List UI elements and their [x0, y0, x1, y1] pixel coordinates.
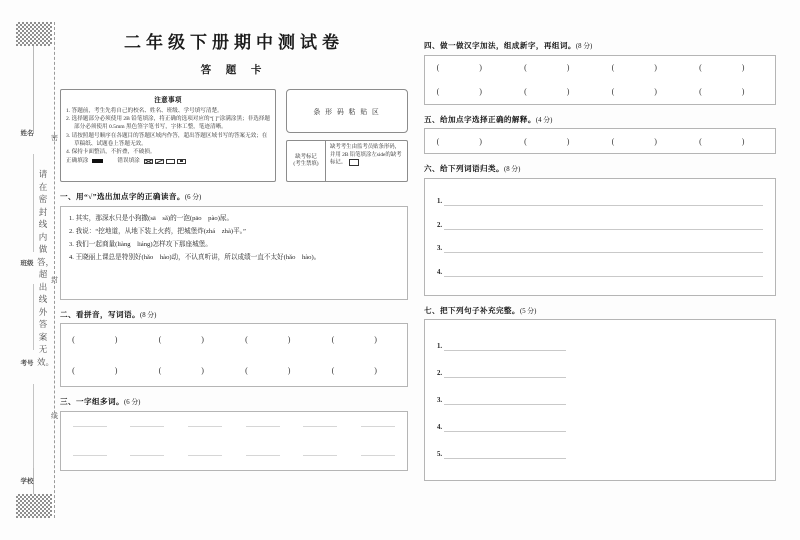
answer-rule — [444, 228, 763, 230]
section-4-heading: 四、做一做汉字加法，组成新字，再组词。(8 分) — [424, 41, 593, 50]
section-6-heading: 六、给下列词语归类。(8 分) — [424, 164, 521, 173]
section-6-line-list — [437, 191, 763, 285]
empty-mark-icon — [166, 159, 175, 164]
section-1-question-list — [69, 213, 399, 264]
answer-blank-cell[interactable] — [292, 412, 350, 441]
field-label-name: 姓名 — [20, 130, 34, 137]
notice-item: 3. 请按照题号顺序在各题目的答题区域内作答，超出答题区域书写的答案无效；在草稿纸、试题卷上答题无效。 — [66, 132, 268, 147]
answer-paren-cell[interactable]: ( ) — [158, 366, 223, 375]
numbered-answer-line[interactable]: 4. — [437, 269, 763, 277]
right-column — [424, 18, 776, 481]
sealing-line-margin — [8, 8, 60, 532]
wrong-fill-label: 错误填涂 — [117, 158, 140, 165]
correct-fill-label: 正确填涂 — [66, 158, 89, 165]
blank-line — [246, 425, 280, 427]
section-7-line-list — [437, 334, 763, 468]
barcode-column — [286, 89, 408, 182]
absent-mark-label — [287, 141, 326, 181]
section-1-heading: 一、用“√”选出加点字的正确读音。(6 分) — [60, 192, 202, 201]
notice-box — [60, 89, 276, 182]
absent-mark-box — [286, 140, 408, 182]
blank-line — [130, 425, 164, 427]
question-item: 2. 我说：“挖地道，从地下装上火药，把城堡炸(zhá zhà)平。” — [69, 227, 246, 235]
fill-mark-row — [66, 157, 270, 165]
notice-item: 1. 答题前，考生先将自己的校名、姓名、班级、学号填写清楚。 — [66, 107, 223, 114]
answer-blank-cell[interactable] — [61, 412, 119, 441]
notice-item: 4. 保持卡面整洁，不折叠，不破损。 — [66, 149, 156, 156]
answer-blank-cell[interactable] — [176, 441, 234, 470]
partial-fill-icon — [177, 159, 186, 164]
numbered-answer-line[interactable]: 4. — [437, 424, 763, 432]
field-rule-name[interactable] — [33, 154, 34, 252]
registration-mark-top — [16, 22, 52, 46]
answer-blank-cell[interactable] — [349, 412, 407, 441]
notice-title: 注意事项 — [154, 97, 182, 104]
answer-rule — [444, 430, 566, 432]
answer-blank-cell[interactable] — [119, 412, 177, 441]
absent-mark-instruction: 缺考考生由监考员贴条形码，并用 2B 铅笔填涂左side的缺考标记。 — [330, 144, 402, 166]
registration-mark-bottom — [16, 494, 52, 518]
answer-paren-cell[interactable]: ( ) — [611, 63, 676, 72]
seal-dashed-line — [54, 22, 55, 518]
notice-list — [66, 107, 270, 166]
answer-paren-cell[interactable]: ( ) — [699, 87, 764, 96]
numbered-answer-line[interactable]: 1. — [437, 198, 763, 206]
absent-fill-bubble[interactable] — [349, 159, 359, 166]
answer-blank-cell[interactable] — [292, 441, 350, 470]
question-item: 3. 我们一起商量(liàng liáng)怎样攻下那座城堡。 — [69, 240, 212, 248]
notice-item: 2. 选择题部分必须使用 2B 铅笔填涂，将正确的选项对应的“[ ]”涂满涂黑；非选择题部分必须使用 0.5mm 黑色签字笔书写，字体工整，笔迹清晰。 — [66, 116, 271, 131]
section-1-answer-box[interactable] — [60, 206, 408, 300]
section-7-answer-box[interactable] — [424, 319, 776, 481]
section-7-heading: 七、把下列句子补充完整。(5 分) — [424, 305, 537, 315]
absent-label-line2: (考生禁填) — [293, 161, 319, 167]
answer-paren-cell[interactable]: ( ) — [436, 87, 501, 96]
question-item: 4. 王晓丽上课总是特别好(hǎo hào)动，不认真听讲，所以成绩一直不太好(hǎo hào)。 — [69, 253, 321, 261]
answer-rule — [444, 251, 763, 253]
answer-blank-cell[interactable] — [176, 412, 234, 441]
absent-label-line1: 缺考标记 — [295, 153, 317, 160]
answer-paren-cell[interactable]: ( ) — [331, 335, 396, 344]
blank-line — [246, 454, 280, 456]
answer-paren-cell[interactable]: ( ) — [524, 87, 589, 96]
section-6-answer-box[interactable] — [424, 178, 776, 296]
field-label-exam-number: 考号 — [20, 360, 34, 367]
answer-rule — [444, 403, 566, 405]
blank-line — [303, 425, 337, 427]
barcode-paste-area: 条 形 码 粘 贴 区 — [286, 89, 408, 133]
slash-mark-icon — [155, 159, 164, 164]
answer-paren-cell[interactable]: ( ) — [524, 63, 589, 72]
answer-rule — [444, 275, 763, 277]
answer-paren-cell[interactable]: ( ) — [245, 366, 310, 375]
answer-paren-cell[interactable]: ( ) — [72, 366, 137, 375]
blank-line — [130, 454, 164, 456]
answer-blank-cell[interactable] — [61, 441, 119, 470]
section-2-answer-box[interactable] — [60, 323, 408, 387]
numbered-answer-line[interactable]: 2. — [437, 222, 763, 230]
page-title: 二年级下册期中测试卷 — [124, 33, 344, 52]
answer-paren-cell[interactable]: ( ) — [72, 335, 137, 344]
answer-paren-cell[interactable]: ( ) — [331, 366, 396, 375]
answer-paren-cell[interactable]: ( ) — [524, 136, 589, 146]
seal-char-mi: 密 — [51, 134, 58, 142]
section-5-heading: 五、给加点字选择正确的解释。(4 分) — [424, 114, 553, 124]
numbered-answer-line[interactable]: 3. — [437, 397, 763, 405]
numbered-answer-line[interactable]: 1. — [437, 343, 763, 351]
numbered-answer-line[interactable]: 3. — [437, 245, 763, 253]
answer-rule — [444, 204, 763, 206]
seal-char-xian: 线 — [51, 412, 58, 420]
section-3-answer-box[interactable] — [60, 411, 408, 471]
answer-paren-cell[interactable]: ( ) — [611, 136, 676, 146]
blank-line — [188, 454, 222, 456]
field-label-school: 学校 — [20, 478, 34, 485]
answer-blank-cell[interactable] — [234, 412, 292, 441]
field-rule-class[interactable] — [33, 284, 34, 350]
answer-paren-cell[interactable]: ( ) — [158, 335, 223, 344]
answer-rule — [444, 457, 566, 459]
answer-paren-cell[interactable]: ( ) — [436, 136, 501, 146]
blank-line — [188, 425, 222, 427]
section-5-answer-box[interactable] — [424, 128, 776, 154]
registration-stem-top — [33, 46, 34, 134]
notice-item-fill-marks — [66, 157, 270, 165]
wrong-fill-icons — [144, 159, 186, 164]
seal-instruction-text: 请在密封线内做答，超出线外答案无效。 — [37, 169, 55, 367]
answer-rule — [444, 349, 566, 351]
answer-paren-cell[interactable]: ( ) — [611, 87, 676, 96]
field-rule-exam-number[interactable] — [33, 384, 34, 468]
page-subtitle: 答 题 卡 — [200, 65, 268, 76]
answer-blank-cell[interactable] — [234, 441, 292, 470]
question-item: 1. 其实，那深水只是小狗撒(sā sǎ)的一泡(pāo pào)尿。 — [69, 214, 234, 222]
seal-char-feng: 封 — [51, 276, 58, 284]
numbered-answer-line[interactable]: 2. — [437, 370, 763, 378]
section-3-heading: 三、一字组多词。(6 分) — [60, 397, 141, 406]
field-label-class: 班级 — [20, 260, 34, 267]
section-4-answer-box[interactable] — [424, 55, 776, 105]
section-2-heading: 二、看拼音，写词语。(8 分) — [60, 309, 157, 319]
blank-line — [303, 454, 337, 456]
blank-line — [73, 425, 107, 427]
answer-rule — [444, 376, 566, 378]
numbered-answer-line[interactable]: 5. — [437, 451, 763, 459]
notice-and-barcode-row — [60, 89, 408, 182]
left-column — [60, 18, 408, 471]
blank-line — [73, 454, 107, 456]
blank-line — [361, 425, 395, 427]
answer-blank-cell[interactable] — [119, 441, 177, 470]
answer-paren-cell[interactable]: ( ) — [436, 63, 501, 72]
answer-paren-cell[interactable]: ( ) — [699, 136, 764, 146]
correct-fill-icon — [92, 159, 103, 164]
answer-paren-cell[interactable]: ( ) — [699, 63, 764, 72]
cross-mark-icon — [144, 159, 153, 164]
blank-line — [361, 454, 395, 456]
answer-paren-cell[interactable]: ( ) — [245, 335, 310, 344]
answer-blank-cell[interactable] — [349, 441, 407, 470]
